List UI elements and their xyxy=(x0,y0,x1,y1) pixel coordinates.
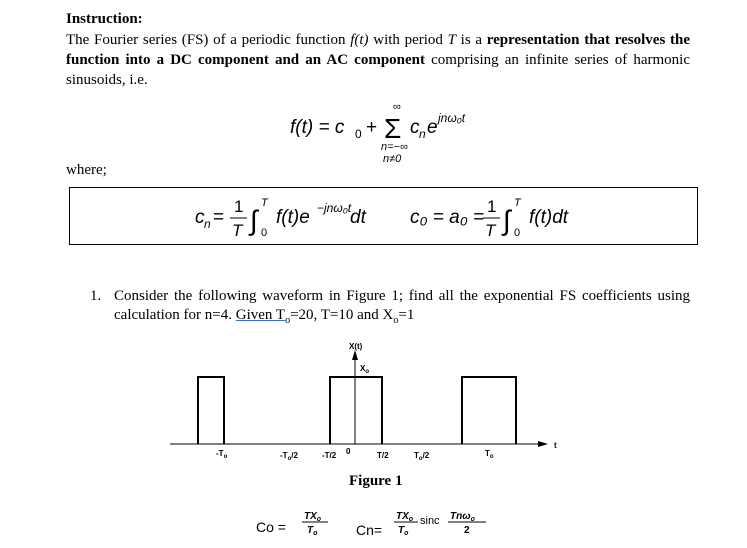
answer-formulas xyxy=(250,505,510,545)
para-period: T xyxy=(447,32,456,48)
c0-integral: ∫ xyxy=(503,205,511,236)
pulse-right xyxy=(462,377,516,444)
coefficient-box xyxy=(69,187,698,245)
eq-lhs: f(t) = c xyxy=(290,117,345,138)
tick-T0-half: $T_o/2$ xyxy=(414,451,430,462)
c0-frac-den: T xyxy=(485,221,496,240)
cn-integrand: f(t)e xyxy=(276,207,310,228)
co-label: Co = xyxy=(256,519,286,535)
cn-int-lower: 0 xyxy=(261,227,268,239)
tick-neg-T0-half: $-T_o/2$ xyxy=(280,451,298,462)
para-text-3: is a xyxy=(455,32,487,48)
question-text-a: Consider the following waveform in Figure 1; find all the exponential FS coefficients using calculation for n=4. xyxy=(114,288,690,323)
instruction-heading: Instruction: xyxy=(66,11,143,27)
c0-frac-num: 1 xyxy=(487,197,497,216)
c0-integrand: f(t)dt xyxy=(529,207,569,228)
cn-int-upper: T xyxy=(261,197,268,209)
eq-exponent: jnω₀t xyxy=(438,111,466,125)
cn-den: $T_o$ xyxy=(398,525,409,537)
cn-label: Cn= xyxy=(356,522,383,538)
cn-integral: ∫ xyxy=(250,205,258,236)
tick-neg-T0: $-T_o$ xyxy=(216,449,228,460)
eq-sum-lower1: n=−∞ xyxy=(381,141,408,153)
time-axis-arrow xyxy=(538,441,548,447)
coefficient-equations xyxy=(70,188,697,244)
para-text-1: The Fourier series (FS) of a periodic function xyxy=(66,32,351,48)
y-axis-label: X(t) xyxy=(349,342,363,351)
eq-term: c xyxy=(410,117,420,138)
eq-sum-upper: ∞ xyxy=(393,101,401,113)
cn-exponent: −jnω₀t xyxy=(317,201,352,215)
para-bold: representation that resolves the function into a DC component and an AC component xyxy=(66,32,690,68)
tick-zero: 0 xyxy=(346,447,351,456)
cn-frac-den: T xyxy=(232,221,243,240)
para-text-4: comprising an infinite series of harmonic sinusoids, i.e. xyxy=(66,52,690,88)
co-num: $TX_o$ xyxy=(304,511,322,523)
question-number: 1. xyxy=(90,288,102,304)
tick-neg-T-half: -T/2 xyxy=(322,451,337,460)
c0-lhs: c₀ = a₀ = xyxy=(410,207,485,228)
sinc-label: sinc xyxy=(420,515,440,527)
cn-lhs-sub: n xyxy=(204,217,211,231)
pulse-left xyxy=(198,377,224,444)
y-axis-arrow xyxy=(352,350,358,360)
eq-exp-base: e xyxy=(427,117,438,138)
question-given: Given $T_o$ xyxy=(235,307,291,326)
eq-term-sub: n xyxy=(419,127,426,141)
tick-T0: $T_o$ xyxy=(485,449,494,460)
eq-sum-lower2: n≠0 xyxy=(383,153,402,165)
eq-lhs-sub: 0 xyxy=(355,127,362,141)
para-function: f(t) xyxy=(350,32,369,48)
question-text xyxy=(114,287,690,330)
eq-sum: Σ xyxy=(384,113,402,144)
square-wave-figure xyxy=(160,338,580,468)
fourier-series-equation xyxy=(250,100,510,170)
sinc-num: Tnω$_o$ xyxy=(450,511,475,523)
cn-num: $TX_o$ xyxy=(396,511,414,523)
pulse-center xyxy=(330,377,382,444)
eq-plus: + xyxy=(366,117,378,138)
cn-lhs: c xyxy=(195,207,205,228)
para-text-2: with period xyxy=(368,32,448,48)
instruction-paragraph xyxy=(66,30,690,90)
amplitude-label: $X_o$ xyxy=(360,364,370,375)
t-axis-label: t xyxy=(554,441,557,450)
co-den: $T_o$ xyxy=(307,525,318,537)
cn-equals: = xyxy=(213,207,225,228)
c0-int-lower: 0 xyxy=(514,227,521,239)
c0-int-upper: T xyxy=(514,197,521,209)
question-text-c: =1 xyxy=(398,307,415,323)
cn-dt: dt xyxy=(350,207,366,228)
question-x-sub: o xyxy=(393,315,399,326)
where-label: where; xyxy=(66,162,107,178)
tick-T-half: T/2 xyxy=(377,451,389,460)
cn-frac-num: 1 xyxy=(234,197,244,216)
figure-caption: Figure 1 xyxy=(349,473,403,489)
question-1 xyxy=(90,287,690,330)
sinc-den: 2 xyxy=(464,525,470,536)
question-text-b: =20, T=10 and X xyxy=(290,307,394,323)
